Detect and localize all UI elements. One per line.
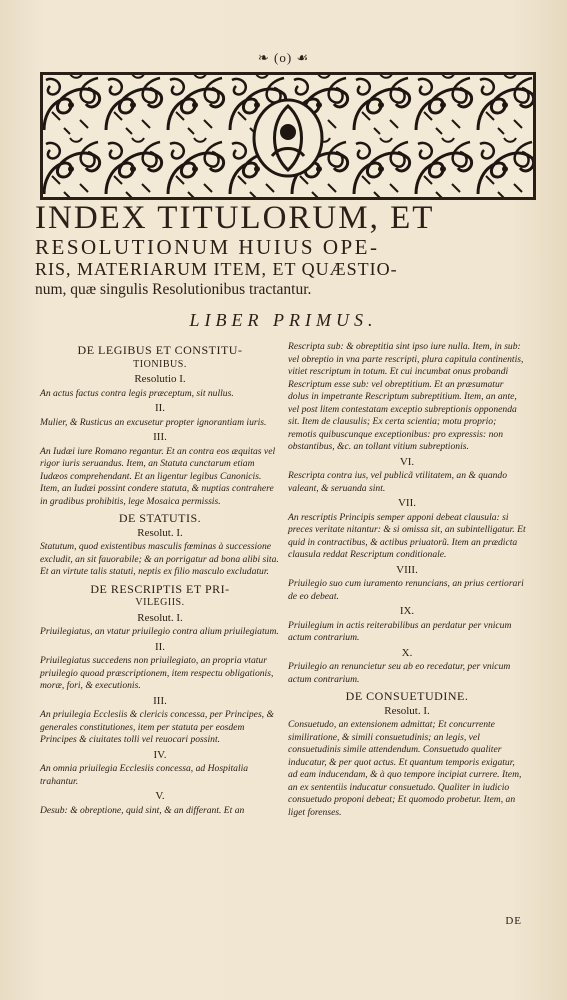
fleuron-left-icon: ❧ [257, 50, 270, 65]
entry-text: An priuilegia Ecclesiis & clericis concessa, per Principes, & generales constitutiones, item per statuta per eosdem Principes & ciuitates tolli vel reuocari possint. [40, 709, 274, 745]
entry-text: Priuilegium in actis reiterabilibus an perdatur per vnicum actum contrarium. [288, 619, 512, 643]
resolution-number: II. [154, 402, 166, 414]
catchword: DE [505, 915, 522, 927]
entry-text: An Iudæi iure Romano regantur. Et an contra eos æquitas vel rigor iuris seruandus. Item, an Statuta cunctarum etiam Iudæos comprehendant. Et an ligentur legibus Canonicis. Item, an Iudæi possint condere statuta, & nuptias contrahere in gradibus prohibitis, lege Mosaica permissis. [40, 445, 276, 507]
left-column [40, 340, 280, 818]
resolution-number: Resolutio I. [134, 373, 186, 385]
resolution-number: Resolut. I. [384, 704, 430, 717]
fleuron-right-icon: ☙ [296, 50, 310, 65]
entry-text: Desub: & obreptione, quid sint, & an differant. Et an [40, 804, 245, 816]
resolution-number: X. [401, 646, 413, 659]
title-line-1: INDEX TITULORUM, ET [35, 200, 435, 236]
entry-text: Rescripta sub: & obreptitia sint ipso iure nulla. Item, in sub: vel obreptio in vna parte rescripti, plura capitula continentis, vitiet rescriptum in totum. Et cui incumbat onus probandi Rescriptum esse sub: vel obreptitium. Et an præsumatur dolus in impetrante Rescriptum subreptitium. Item, an ante, vel post litem contestatam exceptio subreptionis opponenda sit. Item de clausulis; Ex certa scientia; motu proprio; remotis quibuscunque exceptionibus: pro expressis: non obstantibus, &c. an tollant vitium subreptionis. [288, 341, 524, 452]
folio-number: ❧ (o) ☙ [257, 50, 310, 65]
resolution-number: Resolut. I. [137, 611, 183, 624]
resolution-number: VIII. [396, 563, 418, 576]
title-line-4: num, quæ singulis Resolutionibus tractantur. [35, 281, 312, 298]
entry-text: Consuetudo, an extensionem admittat; Et concurrente similiratione, & simili consuetudinis; an legis, vel consuetudinis simile attendendum. Consuetudo qualiter inducatur, & per quot actus. Et quantum temporis exigatur, ad eam inducendam, & à quo tempore incipiat currere. Item, an ex sententiis inducatur consuetudo. Qualiter in iudicio consuetudo proponi debeat; Et quomodo probetur. Item, an liget forenses. [288, 719, 522, 818]
resolution-number: IV. [153, 748, 167, 761]
entry-text: An rescriptis Principis semper apponi debeat clausula: si preces veritate nitantur: & si omissa sit, an subintelligatur. Et quid in contractibus, & actibus priuatorũ. Item an prædicta clausula reddat Rescriptum conditionale. [288, 511, 526, 560]
section-heading: DE LEGIBUS ET CONSTITU- [77, 343, 243, 357]
entry-text: Rescripta contra ius, vel publicã vtilitatem, an & quando valeant, & seruanda sint. [288, 470, 508, 494]
resolution-number: V. [155, 790, 165, 802]
section-heading: DE RESCRIPTIS ET PRI- [90, 581, 230, 596]
right-column [288, 340, 526, 820]
book-heading: LIBER PRIMUS. [189, 310, 378, 330]
resolution-number: III. [153, 431, 167, 443]
resolution-number: III. [153, 694, 167, 707]
section-heading: VILEGIIS. [135, 597, 185, 608]
entry-text: Priuilegio suo cum iuramento renuncians, an prius certiorari de eo debeat. [288, 578, 524, 602]
entry-text: An actus factus contra legis præceptum, sit nullus. [40, 387, 234, 399]
section-heading: DE CONSUETUDINE. [345, 689, 469, 703]
entry-text: Priuilegiatus succedens non priuilegiato, an propria vtatur priuilegio quoad præscriptionem, item respectu obligationis, moræ, fori, & executionis. [40, 655, 274, 691]
ornamental-headpiece [40, 72, 536, 200]
resolution-number: II. [154, 640, 166, 653]
resolution-number: IX. [399, 605, 415, 617]
entry-text: Priuilegiatus, an vtatur priuilegio contra alium priuilegiatum. [40, 626, 279, 637]
section-heading: DE STATUTIS. [118, 511, 202, 525]
entry-text: Mulier, & Rusticus an excusetur propter ignorantiam iuris. [40, 416, 267, 428]
resolution-number: Resolut. I. [137, 526, 183, 539]
entry-text: An omnia priuilegia Ecclesiis concessa, ad Hospitalia trahantur. [40, 763, 249, 787]
section-heading: TIONIBUS. [133, 358, 187, 370]
entry-text: Priuilegio an renuncietur seu ab eo recedatur, per vnicum actum contrarium. [288, 661, 511, 685]
resolution-number: VII. [397, 497, 417, 509]
title-line-2: RESOLUTIONUM HUIUS OPE- [35, 235, 380, 259]
title-line-3: RIS, MATERIARUM ITEM, ET QUÆSTIO- [35, 259, 398, 279]
resolution-number: VI. [399, 455, 415, 468]
entry-text: Statutum, quod existentibus masculis fœminas à successione excludit, an sit fauorabile; & an porrigatur ad bona alibi sita. Et an virtute talis statuti, neptis ex filio masculo excludatur. [40, 541, 279, 577]
